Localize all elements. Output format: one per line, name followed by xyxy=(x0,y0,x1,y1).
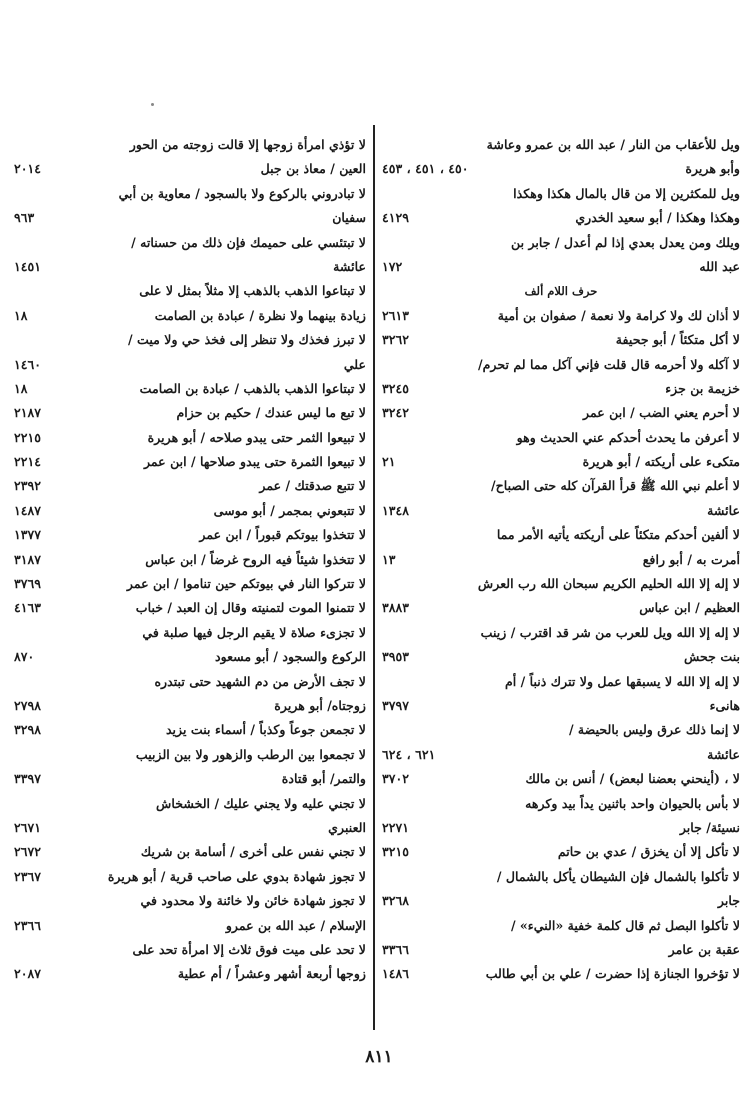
index-entry-line xyxy=(380,767,742,791)
entry-text: لا أكل متكئاً / أبو جحيفة xyxy=(615,332,740,348)
index-entry-line xyxy=(380,231,742,255)
entry-text: ويل للمكثرين إلا من قال بالمال هكذا وهكذا xyxy=(513,185,740,201)
hadith-number: ١٤٥١ xyxy=(14,258,42,274)
hadith-number: ٦٢١ ، ٦٢٤ xyxy=(382,746,436,762)
index-entry-line xyxy=(12,450,368,474)
index-entry-line xyxy=(380,401,742,425)
index-entry-line xyxy=(12,694,368,718)
index-entry-line xyxy=(12,840,368,864)
entry-text: لا تتخذوا بيوتكم قبوراً / ابن عمر xyxy=(199,527,366,543)
entry-text: العظيم / ابن عباس xyxy=(639,600,740,616)
entry-text: لا تتبعوني بمجمر / أبو موسى xyxy=(213,502,366,518)
entry-text: جابر xyxy=(717,893,740,909)
entry-text: عائشة xyxy=(707,502,740,518)
index-entry-line xyxy=(12,670,368,694)
entry-text: لا تجوز شهادة خائن ولا خائنة ولا محدود في xyxy=(140,893,366,909)
index-entry-line xyxy=(380,377,742,401)
index-entry-line xyxy=(380,621,742,645)
left-column xyxy=(12,133,368,987)
index-entry-line xyxy=(12,304,368,328)
right-column xyxy=(380,133,742,987)
entry-text: لا تتخذوا شيئاً فيه الروح غرضاً / ابن عباس xyxy=(145,551,366,567)
entry-text: علي xyxy=(343,356,366,372)
index-entry-line xyxy=(380,938,742,962)
entry-text: لا تأكلوا البصل ثم قال كلمة خفية «النيء» / xyxy=(510,917,740,933)
entry-text: لا تجني عليه ولا يجني عليك / الخشخاش xyxy=(156,795,366,811)
hadith-number: ٢٢١٥ xyxy=(14,429,42,445)
hadith-number: ٩٦٣ xyxy=(14,210,35,226)
entry-text: أمرت به / أبو رافع xyxy=(642,551,740,567)
entry-text: لا تحد على ميت فوق ثلاث إلا امرأة تحد على xyxy=(132,941,366,957)
entry-text: لا تأكل إلا أن يخزق / عدي بن حاتم xyxy=(557,844,740,860)
hadith-number: ٣٩٥٣ xyxy=(382,649,410,665)
index-entry-line xyxy=(380,426,742,450)
index-entry-line xyxy=(380,328,742,352)
index-entry-line xyxy=(12,572,368,596)
hadith-number: ٣٢٩٨ xyxy=(14,722,42,738)
index-entry-line xyxy=(380,889,742,913)
entry-text: لا تجمعوا بين الرطب والزهور ولا بين الزبيب xyxy=(135,746,366,762)
entry-text: لا إنما ذلك عرق وليس بالحيضة / xyxy=(568,722,740,738)
hadith-number: ٣٢٤٥ xyxy=(382,380,410,396)
entry-text: لا تجوز شهادة بدوي على صاحب قرية / أبو هريرة xyxy=(107,868,366,884)
entry-text: لا ، (أينحني بعضنا لبعض) / أنس بن مالك xyxy=(525,771,740,787)
hadith-number: ١٤٨٧ xyxy=(14,502,42,518)
hadith-number: ١٨ xyxy=(14,307,28,323)
entry-text: لا تؤذي امرأة زوجها إلا قالت زوجته من الحور xyxy=(129,137,366,152)
entry-text: لا تتبع صدقتك / عمر xyxy=(259,478,366,494)
index-entry-line xyxy=(380,474,742,498)
index-entry-line xyxy=(12,792,368,816)
entry-text: لا أعلم نبي الله ﷺ قرأ القرآن كله حتى الصباح/ xyxy=(491,478,740,494)
entry-text: لا آكله ولا أحرمه قال قلت فإني آكل مما لم تحرم/ xyxy=(478,356,740,372)
index-entry-line xyxy=(380,694,742,718)
hadith-number: ٢٠٨٧ xyxy=(14,966,42,982)
entry-text: لا تبع ما ليس عندك / حكيم بن حزام xyxy=(176,405,366,421)
entry-text: الركوع والسجود / أبو مسعود xyxy=(214,649,366,665)
hadith-number: ٢٢٧١ xyxy=(382,819,410,835)
entry-text: لا تجني نفس على أخرى / أسامة بن شريك xyxy=(140,844,366,860)
entry-text: خزيمة بن جزء xyxy=(665,380,740,396)
entry-text: وهكذا وهكذا / أبو سعيد الخدري xyxy=(575,210,740,226)
hadith-number: ٢٣٦٦ xyxy=(14,917,42,933)
entry-text: لا تبادروني بالركوع ولا بالسجود / معاوية بن أبي xyxy=(118,185,366,201)
index-entry-line xyxy=(380,670,742,694)
index-entry-line xyxy=(12,206,368,230)
index-entry-line xyxy=(12,767,368,791)
index-entry-line xyxy=(12,255,368,279)
entry-text: لا إله إلا الله لا يسبقها عمل ولا تترك ذنباً / أم xyxy=(504,673,740,689)
index-entry-line xyxy=(12,718,368,742)
hadith-number: ٢٦٧٢ xyxy=(14,844,42,860)
hadith-number: ١٤٨٦ xyxy=(382,966,410,982)
entry-text: الإسلام / عبد الله بن عمرو xyxy=(225,917,366,933)
entry-text: هانىء xyxy=(709,697,740,713)
entry-text: لا تجف الأرض من دم الشهيد حتى تبتدره xyxy=(154,673,366,689)
index-entry-line xyxy=(12,401,368,425)
entry-text: سفيان xyxy=(332,210,366,226)
hadith-number: ١٨ xyxy=(14,380,28,396)
index-entry-line xyxy=(380,206,742,230)
scan-speck xyxy=(151,103,154,106)
hadith-number: ٤٥٠ ، ٤٥١ ، ٤٥٣ xyxy=(382,161,469,177)
index-entry-line xyxy=(380,499,742,523)
entry-text: لا تبرز فخذك ولا تنظر إلى فخذ حي ولا ميت / xyxy=(127,332,366,348)
index-entry-line xyxy=(12,499,368,523)
hadith-number: ٢٧٩٨ xyxy=(14,697,42,713)
hadith-number: ٢٢١٤ xyxy=(14,454,42,470)
entry-text: زيادة بينهما ولا نظرة / عبادة بن الصامت xyxy=(154,307,366,323)
index-entry-line xyxy=(12,231,368,255)
entry-text: لا تبيعوا الثمر حتى يبدو صلاحه / أبو هريرة xyxy=(147,429,366,445)
hadith-number: ١٧٢ xyxy=(382,258,403,274)
entry-text: لا تتمنوا الموت لتمنيته وقال إن العبد / خباب xyxy=(135,600,366,616)
entry-text: العين / معاذ بن جبل xyxy=(260,161,366,177)
entry-text: لا إله إلا الله الحليم الكريم سبحان الله رب العرش xyxy=(477,576,740,592)
index-entry-line xyxy=(12,962,368,986)
entry-text: لا أحرم يعني الضب / ابن عمر xyxy=(583,405,740,421)
hadith-number: ٢٦١٣ xyxy=(382,307,410,323)
index-entry-line xyxy=(12,743,368,767)
hadith-number: ٣٧٩٧ xyxy=(382,697,410,713)
index-entry-line xyxy=(12,377,368,401)
index-entry-line xyxy=(380,718,742,742)
index-entry-line xyxy=(380,572,742,596)
hadith-number: ١٣٤٨ xyxy=(382,502,410,518)
hadith-number: ٤١٦٣ xyxy=(14,600,42,616)
index-entry-line xyxy=(12,621,368,645)
entry-text: لا تأكلوا بالشمال فإن الشيطان يأكل بالشمال / xyxy=(496,868,740,884)
index-entry-line xyxy=(380,914,742,938)
entry-text: عائشة xyxy=(333,258,366,274)
entry-text: زوجتاه/ أبو هريرة xyxy=(274,697,366,713)
hadith-number: ٣٢٦٨ xyxy=(382,893,410,909)
index-entry-line xyxy=(380,133,742,157)
hadith-number: ٢٠١٤ xyxy=(14,161,42,177)
entry-text: بنت جحش xyxy=(683,649,740,665)
index-entry-line xyxy=(12,596,368,620)
entry-text: لا تبتاعوا الذهب بالذهب / عبادة بن الصامت xyxy=(139,380,366,396)
hadith-number: ٢٣٦٧ xyxy=(14,868,42,884)
hadith-number: ٣٨٨٣ xyxy=(382,600,410,616)
entry-text: ويل للأعقاب من النار / عبد الله بن عمرو وعاشة xyxy=(486,137,740,152)
index-entry-line xyxy=(380,816,742,840)
entry-text: العنبري xyxy=(328,819,366,835)
entry-text: والتمر/ أبو قتادة xyxy=(281,771,366,787)
index-entry-line xyxy=(12,353,368,377)
index-entry-line xyxy=(380,596,742,620)
hadith-number: ٣٢١٥ xyxy=(382,844,410,860)
hadith-number: ٢١٨٧ xyxy=(14,405,42,421)
hadith-number: ٣٣٩٧ xyxy=(14,771,42,787)
entry-text: لا تبيعوا الثمرة حتى يبدو صلاحها / ابن عمر xyxy=(143,454,366,470)
hadith-number: ٢٦٧١ xyxy=(14,819,42,835)
hadith-number: ٣١٨٧ xyxy=(14,551,42,567)
entry-text: عائشة xyxy=(707,746,740,762)
hadith-number: ١٣٧٧ xyxy=(14,527,42,543)
index-entry-line xyxy=(12,938,368,962)
index-entry-line xyxy=(380,743,742,767)
index-entry-line xyxy=(380,255,742,279)
hadith-number: ٣٢٤٢ xyxy=(382,405,410,421)
index-entry-line xyxy=(12,889,368,913)
index-entry-line xyxy=(12,523,368,547)
entry-text: لا تبتاعوا الذهب بالذهب إلا مثلاً بمثل لا على xyxy=(139,283,366,299)
hadith-number: ٢١ xyxy=(382,454,396,470)
hadith-number: ٨٧٠ xyxy=(14,649,35,665)
entry-text: لا تجزىء صلاة لا يقيم الرجل فيها صلبة في xyxy=(142,624,366,640)
entry-text: لا ألفين أحدكم متكئاً على أريكته يأتيه الأمر مما xyxy=(496,527,740,543)
index-entry-line xyxy=(380,450,742,474)
index-entry-line xyxy=(12,133,368,157)
entry-text: وأبو هريرة xyxy=(685,161,740,177)
index-entry-line xyxy=(12,914,368,938)
entry-text: متكىء على أريكته / أبو هريرة xyxy=(582,454,740,470)
entry-text: لا أعرفن ما يحدث أحدكم عني الحديث وهو xyxy=(516,429,740,445)
hadith-number: ٣٢٦٢ xyxy=(382,332,410,348)
index-entry-line xyxy=(12,328,368,352)
entry-text: لا إله إلا الله ويل للعرب من شر قد اقترب / زينب xyxy=(480,624,740,640)
index-entry-line xyxy=(380,304,742,328)
entry-text: لا بأس بالحيوان واحد باثنين يداً بيد وكرهه xyxy=(525,795,740,811)
index-entry-line xyxy=(380,962,742,986)
entry-text: لا أذان لك ولا كرامة ولا نعمة / صفوان بن أمية xyxy=(497,307,740,323)
index-entry-line xyxy=(380,865,742,889)
hadith-number: ١٣ xyxy=(382,551,396,567)
column-divider xyxy=(373,125,375,1030)
index-entry-line xyxy=(380,182,742,206)
section-header: حرف اللام ألف xyxy=(524,284,598,299)
hadith-number: ٣٣٦٦ xyxy=(382,941,410,957)
entry-text: نسيئة/ جابر xyxy=(679,819,740,835)
entry-text: لا تجمعن جوعاً وكذباً / أسماء بنت يزيد xyxy=(165,722,366,738)
index-entry-line xyxy=(12,182,368,206)
hadith-number: ١٤٦٠ xyxy=(14,356,42,372)
index-entry-line xyxy=(380,353,742,377)
entry-text: لا تتركوا النار في بيوتكم حين تناموا / ابن عمر xyxy=(126,576,366,592)
index-entry-line xyxy=(380,840,742,864)
entry-text: عقبة بن عامر xyxy=(668,941,740,957)
page-number: ٨١١ xyxy=(365,1047,393,1067)
hadith-number: ٣٧٦٩ xyxy=(14,576,42,592)
entry-text: عبد الله xyxy=(699,258,740,274)
entry-text: لا تبتئسي على حميمك فإن ذلك من حسناته / xyxy=(131,234,366,250)
index-entry-line xyxy=(12,279,368,303)
entry-text: لا تؤخروا الجنازة إذا حضرت / علي بن أبي طالب xyxy=(485,966,740,982)
index-entry-line xyxy=(12,474,368,498)
index-entry-line xyxy=(380,523,742,547)
index-entry-line xyxy=(380,157,742,181)
index-entry-line xyxy=(380,548,742,572)
index-entry-line xyxy=(12,816,368,840)
entry-text: ويلك ومن يعدل بعدي إذا لم أعدل / جابر بن xyxy=(511,234,740,250)
entry-text: زوجها أربعة أشهر وعشراً / أم عطية xyxy=(177,966,366,982)
index-entry-line xyxy=(12,645,368,669)
hadith-number: ٤١٢٩ xyxy=(382,210,410,226)
index-entry-line xyxy=(12,865,368,889)
index-entry-line xyxy=(12,157,368,181)
hadith-number: ٢٣٩٢ xyxy=(14,478,42,494)
index-entry-line xyxy=(12,426,368,450)
hadith-number: ٣٧٠٢ xyxy=(382,771,410,787)
index-entry-line xyxy=(380,645,742,669)
index-entry-line xyxy=(380,792,742,816)
index-entry-line xyxy=(12,548,368,572)
